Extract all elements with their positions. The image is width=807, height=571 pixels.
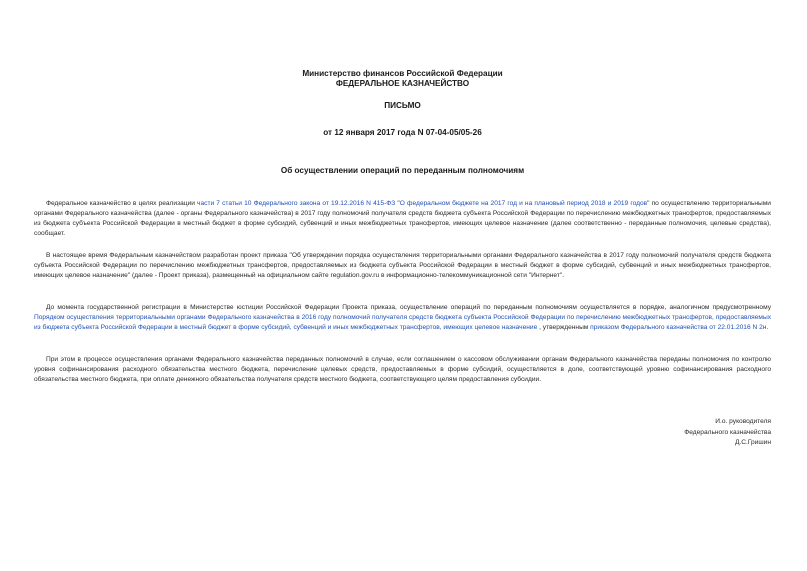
paragraph-1 [34, 199, 771, 239]
document-subject: Об осуществлении операций по переданным полномочиям [280, 166, 525, 175]
law-article-link[interactable]: части 7 статьи 10 Федерального закона от 19.12.2016 N 415-ФЗ [197, 200, 396, 207]
signature-name: Д.С.Гришин [734, 439, 771, 446]
ministry-title: Министерство финансов Российской Федерации [302, 69, 503, 78]
treasury-order-link[interactable]: приказом Федерального казначейства от 22.01.2016 N 2н [590, 324, 767, 331]
p1-text-1: Федеральное казначейство в целях реализации [46, 200, 198, 207]
p3-text-1: До момента государственной регистрации в Министерстве юстиции Российской Федерации Проекта приказа, осуществление операций по переданным полномочиям осуществляется в порядке, аналогичном предусмотренному [46, 304, 771, 311]
paragraph-2: В настоящее время Федеральным казначейством разработан проект приказа "Об утверждении порядка осуществления территориальными органами Федерального казначейства в 2017 году полномочий получателя средств бюджета субъекта Российской Федерации по перечислению межбюджетных трансфертов, предоставляемых из бюджета субъекта Российской Федерации в местный бюджет в форме субсидий, субвенций и иных межбюджетных трансфертов, имеющих целевое назначение" (далее - Проект приказа), размещенный на официальном сайте regulation.gov.ru в информационно-телекоммуникационной сети "Интернет". [34, 252, 771, 279]
p3-text-3: . [766, 324, 769, 331]
federal-budget-law-link[interactable]: О федеральном бюджете на 2017 год и на плановый период 2018 и 2019 годов [399, 200, 648, 207]
document-date: от 12 января 2017 года N 07-04-05/05-26 [323, 128, 482, 137]
document-page [34, 0, 771, 571]
signature-position: И.о. руководителя [715, 418, 771, 425]
treasury-title: ФЕДЕРАЛЬНОЕ КАЗНАЧЕЙСТВО [335, 79, 470, 88]
p3-text-2: , утвержденным [537, 324, 591, 331]
p1-text-2: " [395, 200, 400, 207]
paragraph-4: При этом в процессе осуществления органами Федерального казначейства переданных полномочий в случае, если соглашением о кассовом обслуживании органам Федерального казначейства переданы полномочия по контролю уровня софинансирования расходного обязательства местного бюджета, перечисление целевых средств, предоставляемых в форме субсидий, осуществляется в доле, соответствующей уровню софинансирования расходного обязательства местного бюджета, при оплате денежного обязательства получателя средств местного бюджета, соответствующего целям предоставления субсидии. [34, 356, 771, 383]
paragraph-3 [34, 303, 771, 333]
signature-organization: Федерального казначейства [684, 428, 771, 436]
document-type: ПИСЬМО [384, 101, 421, 110]
procedure-2016-link[interactable]: Порядком осуществления территориальными органами Федерального казначейства в 2016 году полномочий получателя средств бюджета субъекта Российской Федерации по перечислению межбюджетных трансфертов, предоставляемых из бюджета субъекта Российской Федерации в местный бюджет в форме субсидий, субвенций и иных межбюджетных трансфертов, имеющих целевое назначение [34, 314, 771, 331]
p1-text-3: " по осуществлению территориальными органами Федерального казначейства (далее - органы Федерального казначейства) в 2017 году полномочий получателя средств бюджета субъекта Российской Федерации по перечислению межбюджетных трансфертов, предоставляемых из бюджета субъекта Российской Федерации в местный бюджет в форме субсидий, субвенций и иных межбюджетных трансфертов, имеющих целевое назначение (далее соответственно - переданные полномочия, целевые средства), сообщает. [34, 200, 771, 237]
